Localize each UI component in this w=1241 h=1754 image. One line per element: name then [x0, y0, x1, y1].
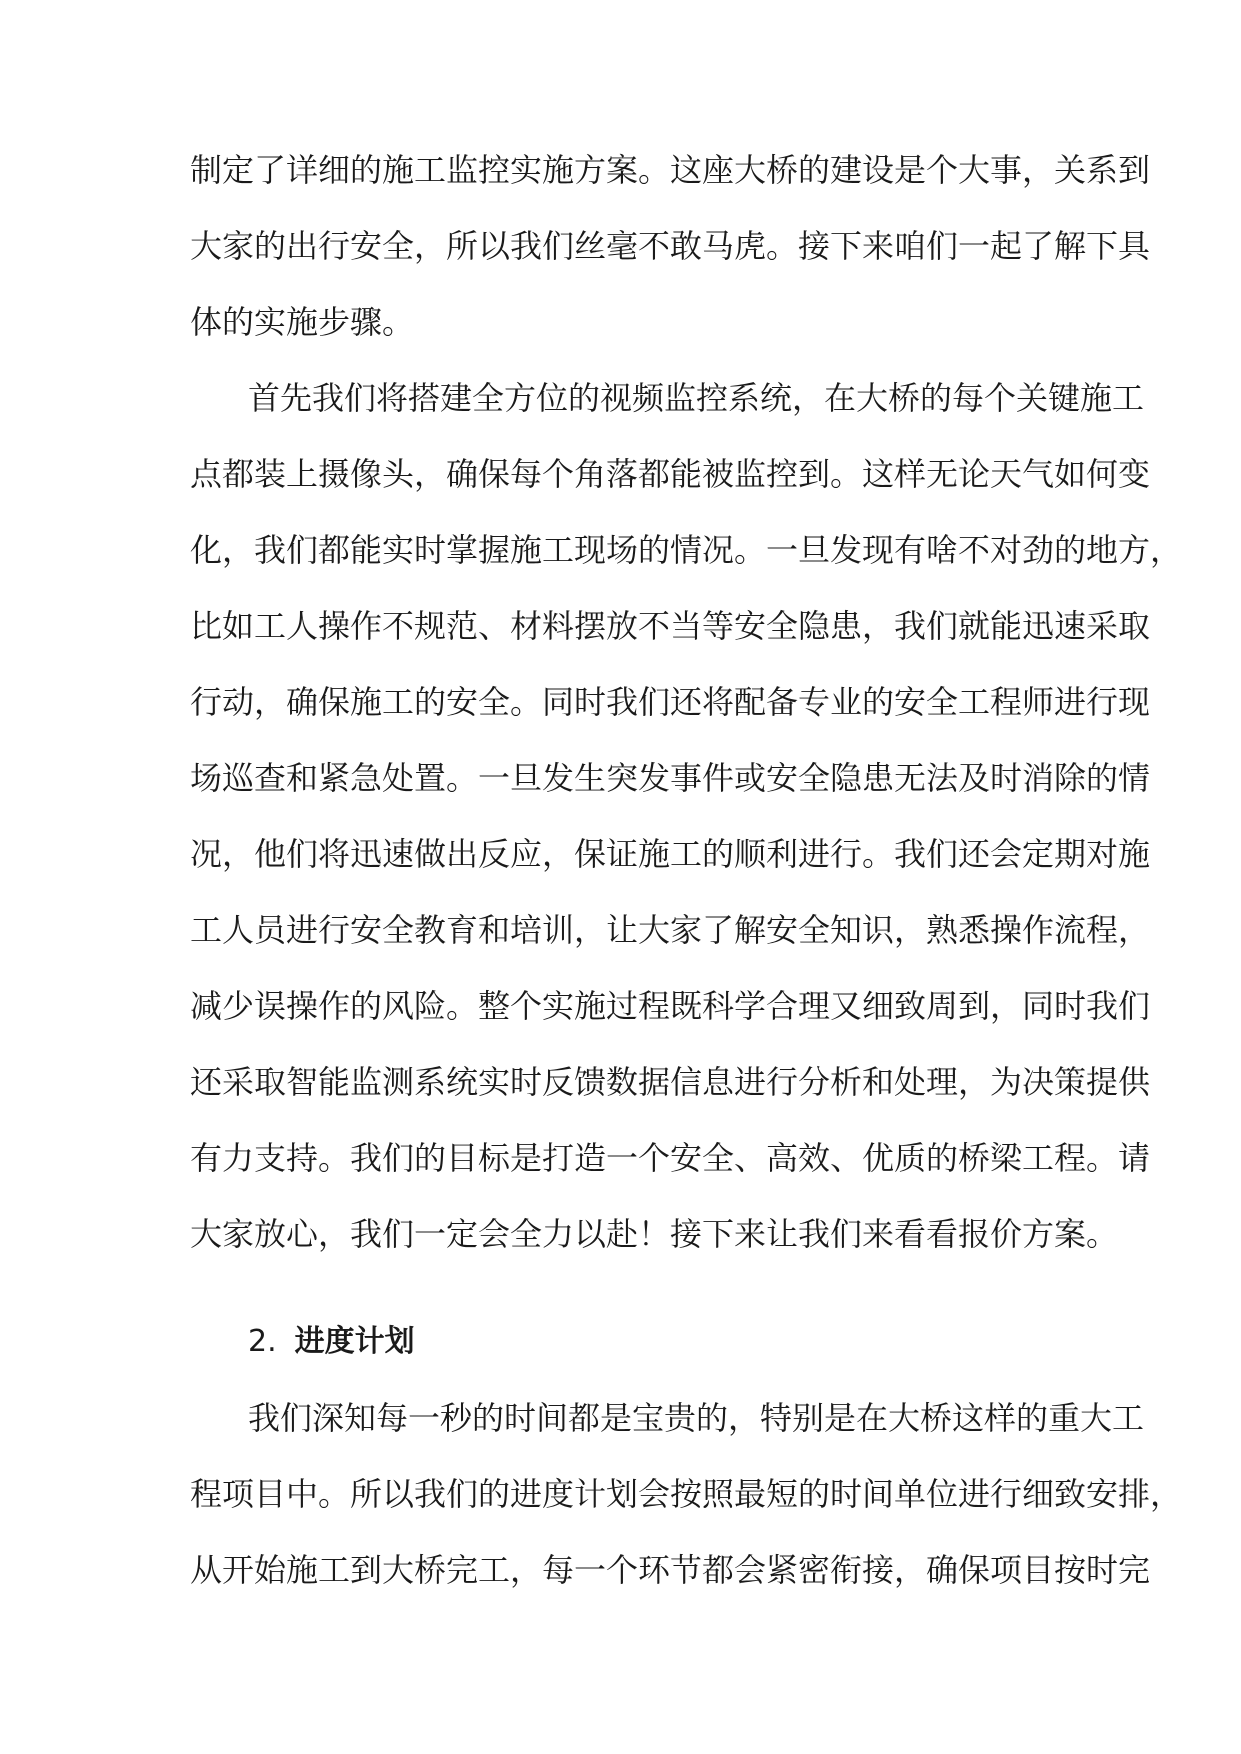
paragraph-line: 从开始施工到大桥完工，每一个环节都会紧密衔接，确保项目按时完 — [190, 1551, 1151, 1589]
paragraph-line: 场巡查和紧急处置。一旦发生突发事件或安全隐患无法及时消除的情 — [190, 759, 1151, 797]
paragraph-line: 首先我们将搭建全方位的视频监控系统，在大桥的每个关键施工 — [248, 379, 1145, 417]
paragraph-line: 体的实施步骤。 — [190, 303, 415, 341]
section-number: 2. — [248, 1324, 277, 1359]
paragraph-line: 大家放心，我们一定会全力以赴！接下来让我们来看看报价方案。 — [190, 1215, 1119, 1253]
paragraph-line: 大家的出行安全，所以我们丝毫不敢马虎。接下来咱们一起了解下具 — [190, 227, 1151, 265]
paragraph-line: 程项目中。所以我们的进度计划会按照最短的时间单位进行细致安排， — [190, 1475, 1183, 1513]
paragraph-line: 减少误操作的风险。整个实施过程既科学合理又细致周到，同时我们 — [190, 987, 1151, 1025]
paragraph-line: 有力支持。我们的目标是打造一个安全、高效、优质的桥梁工程。请 — [190, 1139, 1151, 1177]
paragraph-line: 行动，确保施工的安全。同时我们还将配备专业的安全工程师进行现 — [190, 683, 1151, 721]
paragraph-line: 比如工人操作不规范、材料摆放不当等安全隐患，我们就能迅速采取 — [190, 607, 1151, 645]
paragraph-line: 我们深知每一秒的时间都是宝贵的，特别是在大桥这样的重大工 — [248, 1399, 1145, 1437]
section-title: 进度计划 — [294, 1324, 415, 1359]
paragraph-line: 制定了详细的施工监控实施方案。这座大桥的建设是个大事，关系到 — [190, 151, 1151, 189]
paragraph-line: 还采取智能监测系统实时反馈数据信息进行分析和处理，为决策提供 — [190, 1063, 1151, 1101]
paragraph-line: 点都装上摄像头，确保每个角落都能被监控到。这样无论天气如何变 — [190, 455, 1151, 493]
paragraph-line: 化，我们都能实时掌握施工现场的情况。一旦发现有啥不对劲的地方， — [190, 531, 1183, 569]
paragraph-line: 况，他们将迅速做出反应，保证施工的顺利进行。我们还会定期对施 — [190, 835, 1151, 873]
paragraph-line: 工人员进行安全教育和培训，让大家了解安全知识，熟悉操作流程， — [190, 911, 1151, 949]
section-heading — [248, 1318, 415, 1366]
